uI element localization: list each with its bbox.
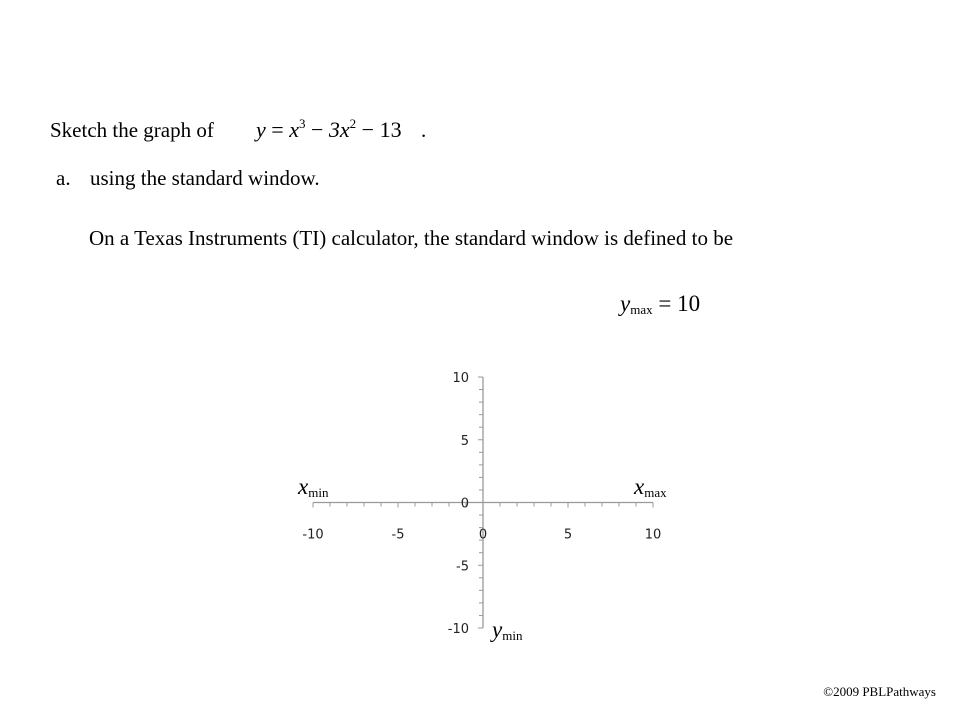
y-tick-label: 10 (452, 371, 469, 386)
x-tick-label: 0 (478, 527, 488, 543)
prompt-text: Sketch the graph of (50, 118, 214, 142)
x-tick-label: -5 (391, 527, 405, 543)
ymin-sub: min (502, 628, 523, 643)
prompt-period: . (421, 118, 427, 142)
y-tick-label: 0 (460, 496, 469, 512)
eq-constant: 13 (379, 117, 402, 142)
ymin-var: y (492, 617, 503, 642)
ymax-value: 10 (677, 291, 701, 316)
y-tick-label: -10 (447, 622, 469, 637)
eq-minus-2: − (361, 117, 375, 142)
xmin-var: x (298, 474, 309, 499)
eq-exp-2: 2 (349, 116, 357, 131)
xmin-sub: min (308, 485, 329, 500)
item-a-marker: a. (56, 166, 71, 190)
ymin-label (492, 617, 522, 644)
standard-window-note: On a Texas Instruments (TI) calculator, the standard window is defined to be (89, 226, 734, 250)
ymax-equals: = (658, 291, 672, 316)
eq-term-1: x (289, 117, 299, 142)
ymax-sub: max (630, 302, 653, 317)
eq-term-2: 3x (328, 117, 350, 142)
eq-lhs: y (256, 117, 266, 142)
eq-exp-1: 3 (298, 116, 306, 131)
xmax-var: x (634, 474, 645, 499)
item-a-text: using the standard window. (90, 166, 320, 190)
x-tick-label: 10 (644, 527, 662, 543)
eq-minus-1: − (310, 117, 324, 142)
copyright-footer: ©2009 PBLPathways (823, 684, 936, 699)
axes-layer (302, 371, 661, 637)
xmin-label (298, 474, 328, 501)
eq-equals: = (271, 117, 284, 142)
x-tick-label: 5 (563, 527, 573, 543)
xmax-sub: max (644, 485, 667, 500)
ymax-var: y (620, 291, 631, 316)
y-tick-label: -5 (456, 559, 469, 575)
x-tick-label: -10 (302, 527, 324, 543)
xmax-label (634, 474, 667, 501)
y-tick-label: 5 (460, 433, 469, 449)
